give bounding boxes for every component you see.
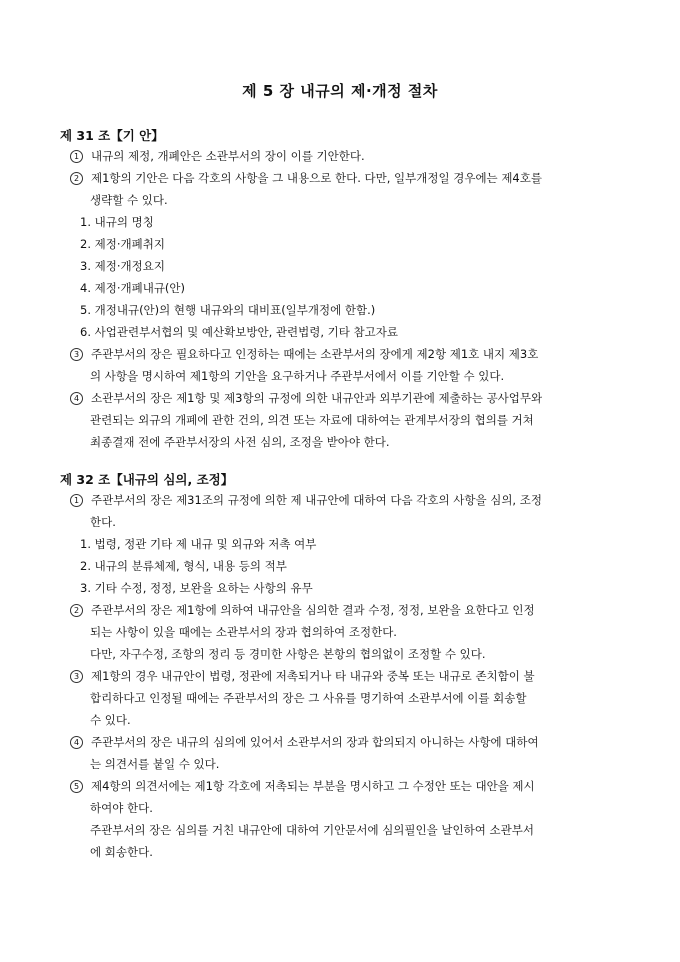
article-31-item-2: 2. 제정·개폐취지 — [80, 237, 165, 251]
article-32-paragraph-3-cont-2: 수 있다. — [90, 713, 131, 727]
article-31-paragraph-4-cont-2: 최종결재 전에 주관부서장의 사전 심의, 조정을 받아야 한다. — [90, 435, 390, 449]
article-31-heading: 제 31 조【기 안】 — [60, 128, 164, 143]
chapter-title: 제 5 장 내규의 제·개정 절차 — [242, 82, 438, 100]
article-32-paragraph-1-cont: 한다. — [90, 515, 116, 529]
article-31-item-6: 6. 사업관련부서협의 및 예산확보방안, 관련법령, 기타 참고자료 — [80, 325, 398, 339]
article-32-heading: 제 32 조【내규의 심의, 조정】 — [60, 472, 234, 487]
article-32-paragraph-5-cont-1: 하여야 한다. — [90, 801, 153, 815]
article-31-item-3: 3. 제정·개정요지 — [80, 259, 165, 273]
circled-number: 3 — [70, 670, 83, 683]
article-31-paragraph-2: 2 제1항의 기안은 다음 각호의 사항을 그 내용으로 한다. 다만, 일부개정일 경우에는 제4호를 — [70, 170, 542, 186]
article-32-paragraph-4: 4 주관부서의 장은 내규의 심의에 있어서 소관부서의 장과 합의되지 아니하는 사항에 대하여 — [70, 734, 539, 750]
article-32-paragraph-4-cont: 는 의견서를 붙일 수 있다. — [90, 757, 220, 771]
article-32-paragraph-5-cont-2: 주관부서의 장은 심의를 거친 내규안에 대하여 기안문서에 심의필인을 날인하여 소관부서 — [90, 823, 534, 837]
article-32-paragraph-5: 5 제4항의 의견서에는 제1항 각호에 저촉되는 부분을 명시하고 그 수정안 또는 대안을 제시 — [70, 778, 535, 794]
circled-number: 5 — [70, 780, 83, 793]
circled-number: 1 — [70, 494, 83, 507]
article-32-paragraph-3-cont-1: 합리하다고 인정될 때에는 주관부서의 장은 그 사유를 명기하여 소관부서에 이를 회송할 — [90, 691, 527, 705]
article-32-item-2: 2. 내규의 분류체제, 형식, 내용 등의 적부 — [80, 559, 287, 573]
article-31-paragraph-1: 1 내규의 제정, 개폐안은 소관부서의 장이 이를 기안한다. — [70, 148, 365, 164]
article-31-item-4: 4. 제정·개폐내규(안) — [80, 281, 186, 295]
article-32-item-3: 3. 기타 수정, 정정, 보완을 요하는 사항의 유무 — [80, 581, 313, 595]
article-32-paragraph-2-cont-1: 되는 사항이 있을 때에는 소관부서의 장과 협의하여 조정한다. — [90, 625, 397, 639]
article-31-paragraph-3: 3 주관부서의 장은 필요하다고 인정하는 때에는 소관부서의 장에게 제2항 제1호 내지 제3호 — [70, 346, 538, 362]
circled-number: 2 — [70, 604, 83, 617]
circled-number: 3 — [70, 348, 83, 361]
article-31-item-1: 1. 내규의 명칭 — [80, 215, 154, 229]
circled-number: 4 — [70, 392, 83, 405]
circled-number: 4 — [70, 736, 83, 749]
article-32-paragraph-2-cont-2: 다만, 자구수정, 조항의 정리 등 경미한 사항은 본항의 협의없이 조정할 수 있다. — [90, 647, 486, 661]
article-32-paragraph-3: 3 제1항의 경우 내규안이 법령, 정관에 저촉되거나 타 내규와 중복 또는 내규로 존치함이 불 — [70, 668, 535, 684]
article-32-paragraph-5-cont-3: 에 회송한다. — [90, 845, 153, 859]
article-31-paragraph-3-cont: 의 사항을 명시하여 제1항의 기안을 요구하거나 주관부서에서 이를 기안할 수 있다. — [90, 369, 505, 383]
article-32-item-1: 1. 법령, 정관 기타 제 내규 및 외규와 저촉 여부 — [80, 537, 317, 551]
article-31-paragraph-2-cont: 생략할 수 있다. — [90, 193, 168, 207]
circled-number: 2 — [70, 172, 83, 185]
article-31-paragraph-4-cont-1: 관련되는 외규의 개폐에 관한 건의, 의견 또는 자료에 대하여는 관계부서장의 협의를 거쳐 — [90, 413, 534, 427]
article-32-paragraph-1: 1 주관부서의 장은 제31조의 규정에 의한 제 내규안에 대하여 다음 각호의 사항을 심의, 조정 — [70, 492, 542, 508]
article-32-paragraph-2: 2 주관부서의 장은 제1항에 의하여 내규안을 심의한 결과 수정, 정정, 보완을 요한다고 인정 — [70, 602, 535, 618]
circled-number: 1 — [70, 150, 83, 163]
article-31-paragraph-4: 4 소관부서의 장은 제1항 및 제3항의 규정에 의한 내규안과 외부기관에 제출하는 공사업무와 — [70, 390, 542, 406]
article-31-item-5: 5. 개정내규(안)의 현행 내규와의 대비표(일부개정에 한함.) — [80, 303, 376, 317]
